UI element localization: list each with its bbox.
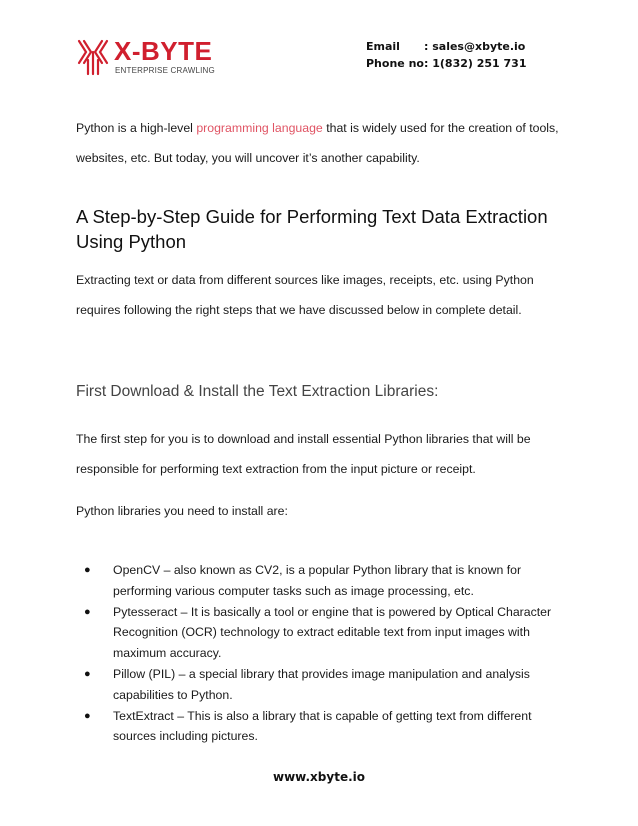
phone-row (366, 55, 526, 72)
intro-paragraph (76, 114, 566, 173)
footer-website[interactable]: www.xbyte.io (273, 770, 365, 784)
bullet-icon: ● (84, 709, 91, 722)
library-text: TextExtract – This is also a library that is capable of getting text from different sources including pictures. (113, 708, 532, 744)
bullet-icon: ● (84, 667, 91, 680)
bullet-icon: ● (84, 605, 91, 618)
subsection-title: First Download & Install the Text Extraction Libraries: (76, 383, 439, 400)
libraries-list (84, 560, 564, 747)
library-text: Pytesseract – It is basically a tool or engine that is powered by Optical Character Recognition (OCR) technology to extract editable text from input images with maximum accuracy. (113, 604, 552, 661)
list-item (84, 560, 564, 602)
library-text: OpenCV – also known as CV2, is a popular Python library that is known for performing various computer tasks such as image processing, etc. (113, 563, 522, 598)
section-title: A Step-by-Step Guide for Performing Text Data Extraction Using Python (76, 206, 548, 252)
email-row (366, 38, 526, 55)
libraries-intro: Python libraries you need to install are: (76, 504, 288, 518)
list-item (84, 706, 564, 748)
programming-language-link[interactable]: programming language (196, 121, 323, 135)
xbyte-logo-icon (76, 38, 110, 76)
list-item (84, 664, 564, 706)
intro-text-end: that is widely used for the creation of tools, websites, etc. But today, you will uncover it’s another capability. (76, 121, 559, 165)
phone-value: : 1(832) 251 731 (424, 57, 527, 70)
bullet-icon: ● (84, 564, 91, 576)
company-logo (76, 38, 236, 80)
logo-name: X-BYTE (114, 36, 213, 66)
email-value[interactable]: : sales@xbyte.io (424, 40, 526, 53)
library-text: Pillow (PIL) – a special library that provides image manipulation and analysis capabilities to Python. (113, 666, 530, 702)
logo-tagline: ENTERPRISE CRAWLING (115, 66, 215, 75)
intro-text-start: Python is a high-level (76, 121, 197, 135)
contact-info (366, 38, 526, 72)
list-item (84, 602, 564, 664)
subsection-paragraph: The first step for you is to download and install essential Python libraries that will be responsible for performing text extraction from the input picture or receipt. (76, 432, 531, 476)
email-label: Email (366, 40, 400, 53)
section-paragraph: Extracting text or data from different sources like images, receipts, etc. using Python requires following the right steps that we have discussed below in complete detail. (76, 273, 534, 317)
phone-label: Phone no (366, 57, 424, 70)
